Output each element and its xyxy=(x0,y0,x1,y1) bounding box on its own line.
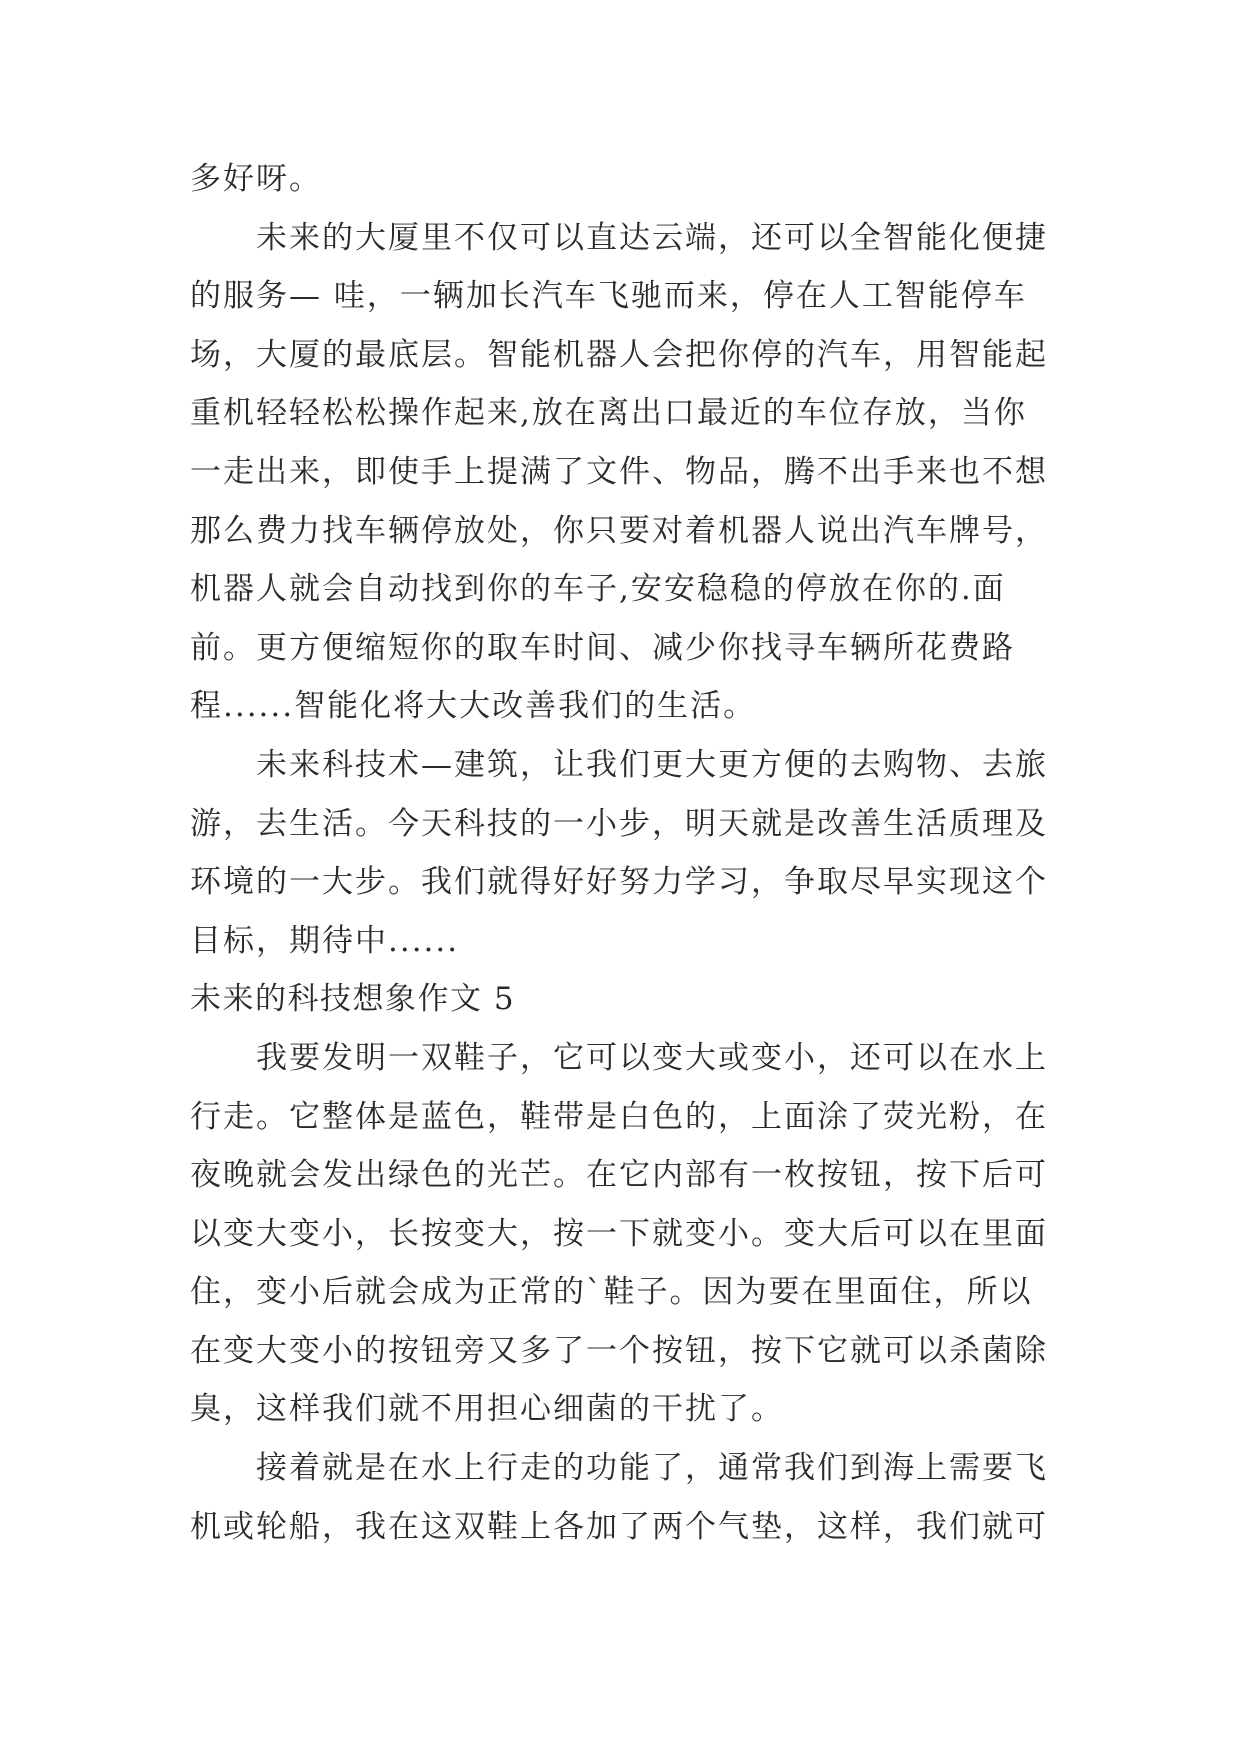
text-line: 夜晚就会发出绿色的光芒。在它内部有一枚按钮，按下后可 xyxy=(190,1157,1048,1194)
paragraph-start-line: 我要发明一双鞋子，它可以变大或变小，还可以在水上 xyxy=(256,1039,1048,1076)
text-line: 的服务— 哇，一辆加长汽车飞驰而来，停在人工智能停车 xyxy=(190,278,1027,315)
section-heading: 未来的科技想象作文 5 xyxy=(190,981,516,1018)
text-line: 游，去生活。今天科技的一小步，明天就是改善生活质理及 xyxy=(190,805,1048,842)
text-line: 程......智能化将大大改善我们的生活。 xyxy=(190,688,757,725)
text-line: 臭，这样我们就不用担心细菌的干扰了。 xyxy=(190,1391,784,1428)
text-line: 多好呀。 xyxy=(190,161,322,197)
text-line: 在变大变小的按钮旁又多了一个按钮，按下它就可以杀菌除 xyxy=(190,1332,1048,1369)
text-line: 场，大厦的最底层。智能机器人会把你停的汽车，用智能起 xyxy=(190,336,1048,373)
text-line: 行走。它整体是蓝色，鞋带是白色的，上面涂了荧光粉，在 xyxy=(190,1098,1048,1135)
paragraph-start-line: 未来科技术—建筑，让我们更大更方便的去购物、去旅 xyxy=(256,746,1048,783)
paragraph-start-line: 未来的大厦里不仅可以直达云端，还可以全智能化便捷 xyxy=(256,219,1048,256)
text-line: 以变大变小，长按变大，按一下就变小。变大后可以在里面 xyxy=(190,1215,1048,1252)
text-line: 那么费力找车辆停放处，你只要对着机器人说出汽车牌号， xyxy=(190,512,1048,549)
text-line: 机器人就会自动找到你的车子,安安稳稳的停放在你的.面 xyxy=(190,571,1006,608)
document-page xyxy=(190,150,1052,1556)
text-line: 机或轮船，我在这双鞋上各加了两个气垫，这样，我们就可 xyxy=(190,1508,1048,1545)
text-line: 重机轻轻松松操作起来,放在离出口最近的车位存放，当你 xyxy=(190,395,1027,432)
paragraph-start-line: 接着就是在水上行走的功能了，通常我们到海上需要飞 xyxy=(256,1450,1048,1487)
text-line: 一走出来，即使手上提满了文件、物品，腾不出手来也不想 xyxy=(190,453,1048,490)
text-line: 环境的一大步。我们就得好好努力学习，争取尽早实现这个 xyxy=(190,864,1048,901)
text-line: 前。更方便缩短你的取车时间、减少你找寻车辆所花费路 xyxy=(190,629,1015,666)
text-line: 目标，期待中...... xyxy=(190,922,460,959)
text-line: 住，变小后就会成为正常的`鞋子。因为要在里面住，所以 xyxy=(190,1274,1033,1311)
